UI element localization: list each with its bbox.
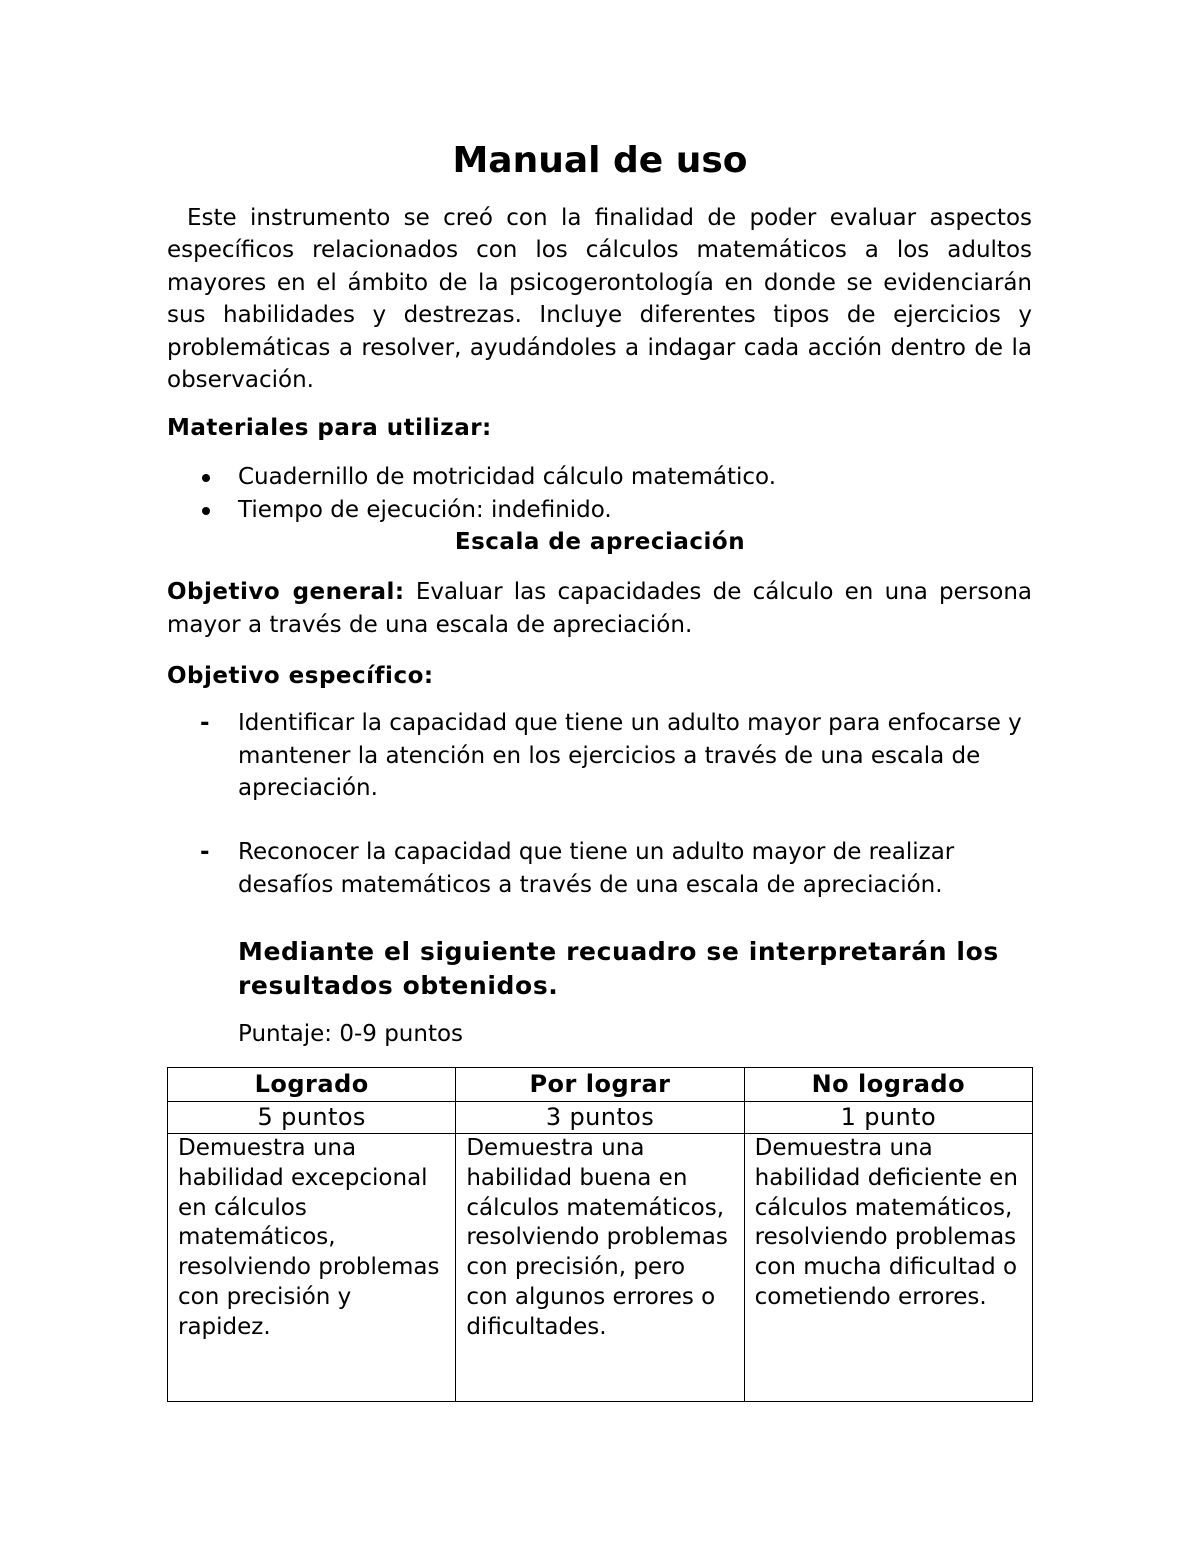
intro-paragraph: [167, 202, 1032, 396]
specific-objective-item: Reconocer la capacidad que tiene un adulto mayor de realizar desafíos matemáticos a través de una escala de apreciación.: [238, 839, 955, 898]
intro-text: Este instrumento se creó con la finalidad de poder evaluar aspectos específicos relacionados con los cálculos matemáticos a los adultos mayores en el ámbito de la psicogerontología en donde se evidenciarán sus habilidades y destrezas. Incluye diferentes tipos de ejercicios y problemáticas a resolver, ayudándoles a indagar cada acción dentro de la observación.: [167, 205, 1032, 394]
list-item: [167, 494, 1032, 527]
bullet-icon: [202, 474, 210, 482]
dash-bullet-icon: -: [200, 839, 210, 865]
points-cell: 5 puntos: [168, 1102, 456, 1134]
list-item: [167, 836, 1032, 901]
description-cell: Demuestra una habilidad buena en cálculos matemáticos, resolviendo problemas con precisión, pero con algunos errores o dificultades.: [456, 1134, 744, 1402]
table-header-row: [168, 1068, 1033, 1102]
materials-list: [167, 461, 1032, 526]
table-header-cell: No logrado: [744, 1068, 1032, 1102]
specific-objective-heading: Objetivo específico:: [167, 663, 434, 689]
appreciation-scale-table: [167, 1067, 1033, 1402]
table-row: [168, 1102, 1033, 1134]
points-cell: 1 punto: [744, 1102, 1032, 1134]
specific-objective-item: Identificar la capacidad que tiene un adulto mayor para enfocarse y mantener la atención en los ejercicios a través de una escala de apreciación.: [238, 710, 1022, 801]
materials-item-text: Cuadernillo de motricidad cálculo matemático.: [238, 464, 777, 490]
materials-item-text: Tiempo de ejecución: indefinido.: [238, 496, 612, 523]
general-objective-text: Evaluar las capacidades de cálculo en una persona mayor a través de una escala de apreciación.: [167, 579, 1032, 638]
list-item: [167, 707, 1032, 805]
bullet-icon: [202, 507, 210, 515]
description-cell: Demuestra una habilidad excepcional en cálculos matemáticos, resolviendo problemas con precisión y rapidez.: [168, 1134, 456, 1402]
general-objective-label: Objetivo general:: [167, 579, 405, 605]
interpretation-note: Mediante el siguiente recuadro se interpretarán los resultados obtenidos.: [238, 937, 999, 1000]
scale-heading: Escala de apreciación: [454, 529, 746, 555]
table-row: [168, 1134, 1033, 1402]
score-range: Puntaje: 0-9 puntos: [238, 1021, 464, 1047]
dash-bullet-icon: -: [200, 710, 210, 736]
table-header-cell: Por lograr: [456, 1068, 744, 1102]
materials-heading: Materiales para utilizar:: [167, 415, 492, 441]
table-header-cell: Logrado: [168, 1068, 456, 1102]
list-item: [167, 461, 1032, 494]
page-title: Manual de uso: [452, 140, 748, 181]
description-cell: Demuestra una habilidad deficiente en cálculos matemáticos, resolviendo problemas con mucha dificultad o cometiendo errores.: [744, 1134, 1032, 1402]
points-cell: 3 puntos: [456, 1102, 744, 1134]
general-objective: [167, 576, 1032, 641]
